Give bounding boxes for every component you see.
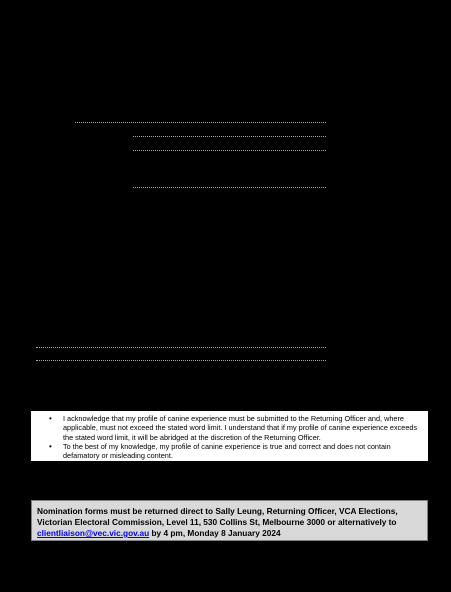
declaration-box [31, 411, 428, 461]
notice-text: Nomination forms must be returned direct to Sally Leung, Returning Officer, VCA Elections, Victorian Electoral Commission, Level 11, 530 Collins St, Melbourne 3000 or alternatively to [37, 506, 398, 527]
declaration-text: I acknowledge that my profile of canine experience must be submitted to the Returning Officer and, where applicable, must not exceed the stated word limit. I understand that if my profile of canine experience exceeds the stated word limit, it will be abridged at the discretion of the Returning Officer. [63, 414, 418, 442]
form-field-line[interactable] [133, 150, 326, 151]
signature-line[interactable] [36, 360, 326, 361]
declaration-list [37, 414, 424, 460]
form-field-line[interactable] [75, 122, 326, 123]
form-field-line[interactable] [133, 187, 326, 188]
signature-line[interactable] [36, 347, 326, 348]
declaration-text: To the best of my knowledge, my profile of canine experience is true and correct and does not contain defamatory or misleading content. [63, 441, 391, 461]
notice-deadline: by 4 pm, Monday 8 January 2024 [149, 528, 281, 538]
bullet-icon: • [49, 414, 52, 423]
declaration-item [37, 414, 424, 442]
submission-notice [31, 500, 428, 541]
form-field-line[interactable] [133, 136, 326, 137]
email-link[interactable]: clientliaison@vec.vic.gov.au [37, 528, 150, 538]
declaration-item [37, 442, 424, 461]
bullet-icon: • [49, 441, 52, 451]
